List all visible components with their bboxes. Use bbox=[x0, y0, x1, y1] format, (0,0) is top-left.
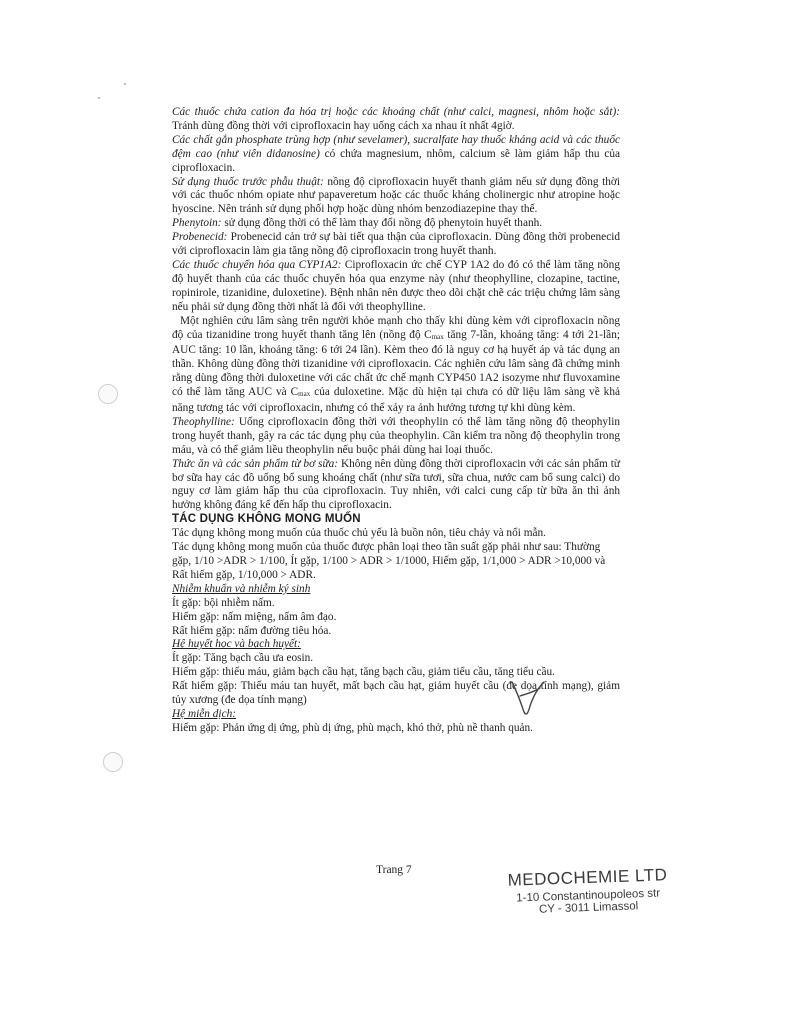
adverse-line: Hiếm gặp: thiếu máu, giảm bạch cầu hạt, tăng bạch cầu, giảm tiểu cầu, tăng tiểu cầu. bbox=[172, 666, 556, 679]
paragraph-food-dairy: Thức ăn và các sản phẩm từ bơ sữa: Không nên dùng đồng thời ciprofloxacin với các sản phẩm từ bơ sữa hay các đồ uống bổ sung khoáng chất (như sữa tươi, sữa chua, nước cam bổ sung calci) do nguy cơ làm giảm hấp thu của ciprofloxacin. Tuy nhiên, với calci cung cấp từ bữa ăn thì ảnh hưởng không đáng kể đến hấp thu ciprofloxacin. bbox=[172, 457, 620, 512]
handwritten-initials bbox=[506, 676, 550, 720]
adverse-line: Rất hiếm gặp: nấm đường tiêu hóa. bbox=[172, 624, 332, 637]
paragraph-cyp1a2: Các thuốc chuyển hóa qua CYP1A2: Ciprofloxacin ức chế CYP 1A2 do đó có thể làm tăng nồng độ huyết thanh của các thuốc chuyển hóa qua enzyme này (như theophylline, clozapine, tactine, ropinirole, tizanidine, duloxetine). Bệnh nhân nên được theo dõi chặt chẽ các triệu chứng lâm sàng nếu phải sử dụng đồng thời nhất là đối với theophylline. bbox=[172, 258, 620, 313]
paragraph-phenytoin: Phenytoin: sử dụng đồng thời có thể làm thay đổi nồng độ phenytoin huyết thanh. bbox=[172, 217, 543, 230]
stamp-address: 1-10 Constantinoupoleos str bbox=[516, 887, 661, 905]
paragraph-cations: Các thuốc chứa cation đa hóa trị hoặc các khoáng chất (như calci, magnesi, nhôm hoặc sắt): Tránh dùng đồng thời với ciprofloxacin hay uống cách xa nhau ít nhất 4giờ. bbox=[172, 106, 620, 132]
page-number: Trang 7 bbox=[376, 864, 412, 876]
subsection-title-immune: Hệ miễn dịch: bbox=[172, 707, 236, 720]
document-body bbox=[172, 106, 620, 736]
scan-speck bbox=[98, 97, 100, 99]
stamp-city: CY - 3011 Limassol bbox=[538, 900, 639, 916]
adverse-line: Hiếm gặp: nấm miệng, nấm âm đạo. bbox=[172, 610, 337, 623]
adverse-intro-2: Tác dụng không mong muốn của thuốc được phân loại theo tần suất gặp phải như sau: Thường gặp, 1/10 >ADR > 1/100, Ít gặp, 1/100 > ADR > 1/1000, Hiếm gặp, 1/1,000 > ADR >10,000 và Rất hiếm gặp, 1/10,000 > ADR. bbox=[172, 541, 606, 581]
punch-hole bbox=[103, 752, 123, 772]
stamp-company-name: MEDOCHEMIE LTD bbox=[507, 865, 668, 890]
paragraph-probenecid: Probenecid: Probenecid cản trở sự bài tiết qua thận của ciprofloxacin. Dùng đồng thời probenecid với ciprofloxacin làm gia tăng nồng độ ciprofloxacin trong huyết thanh. bbox=[172, 231, 620, 258]
adverse-line: Ít gặp: Tăng bạch cầu ưa eosin. bbox=[172, 652, 314, 665]
punch-hole bbox=[98, 384, 118, 404]
adverse-line: Hiếm gặp: Phản ứng dị ứng, phù dị ứng, phù mạch, khó thở, phù nề thanh quản. bbox=[172, 721, 534, 734]
paragraph-preoperative: Sử dụng thuốc trước phẫu thuật: nồng độ ciprofloxacin huyết thanh giảm nếu sử dụng đồng thời với các thuốc nhóm opiate như papaveretum hoặc các thuốc kháng cholinergic như atropine hoặc hyoscine. Nên tránh sử dụng phối hợp hoặc dùng nhóm benzodiazepine thay thế. bbox=[172, 175, 620, 216]
adverse-line: Ít gặp: bội nhiễm nấm. bbox=[172, 596, 275, 609]
adverse-intro-1: Tác dụng không mong muốn của thuốc chủ yếu là buồn nôn, tiêu chảy và nổi mẫn. bbox=[172, 527, 546, 540]
company-stamp bbox=[507, 865, 669, 917]
paragraph-theophylline: Theophylline: Uống ciprofloxacin đồng thời với theophylin có thể làm tăng nồng độ theophylin trong huyết thanh, gây ra các tác dụng phụ của theophylin. Cần kiểm tra nồng độ theophylin trong máu, và có thể giảm liều theophylin nếu buộc phải dùng hai loại thuốc. bbox=[172, 415, 620, 456]
paragraph-clinical-study: Một nghiên cứu lâm sàng trên người khỏe mạnh cho thấy khi dùng kèm với ciprofloxacin nồng độ của tizanidine trong huyết thanh tăng lên (nồng độ $C_{max}$ tăng 7-lần, khoảng tăng: 4 tới 21-lần; AUC tăng: 10 lần, khoảng tăng: 6 tới 24 lần). Kèm theo đó là nguy cơ hạ huyết áp và tác dụng an thần. Không dùng đồng thời tizanidine với ciprofloxacin. Các nghiên cứu lâm sàng đã chứng minh rằng dùng đồng thời duloxetine với các chất ức chế mạnh CYP450 1A2 isozyme như fluvoxamine có thể làm tăng AUC và $C_{max}$ của duloxetine. Mặc dù hiện tại chưa có dữ liệu lâm sàng về khả năng tương tác với ciprofloxacin, nhưng có thể xảy ra ảnh hưởng tương tự khi dùng kèm. bbox=[172, 314, 620, 415]
paragraph-phosphate-binders: Các chất gắn phosphate trùng hợp (như sevelamer), sucralfate hay thuốc kháng acid và các thuốc đệm cao (như viên didanosine) có chứa magnesium, nhôm, calcium sẽ làm giảm hấp thu của ciprofloxacin. bbox=[172, 133, 620, 174]
subsection-title-blood: Hệ huyết học và bạch huyết: bbox=[172, 638, 301, 651]
scan-speck bbox=[124, 83, 126, 85]
section-heading-adverse-effects: TÁC DỤNG KHÔNG MONG MUỐN bbox=[172, 513, 361, 526]
subsection-title-infections: Nhiễm khuẩn và nhiễm ký sinh bbox=[172, 582, 311, 595]
adverse-line: Rất hiếm gặp: Thiếu máu tan huyết, mất bạch cầu hạt, giảm huyết cầu (đe dọa tính mạng), giảm tủy xương (đe dọa tính mạng) bbox=[172, 680, 620, 707]
